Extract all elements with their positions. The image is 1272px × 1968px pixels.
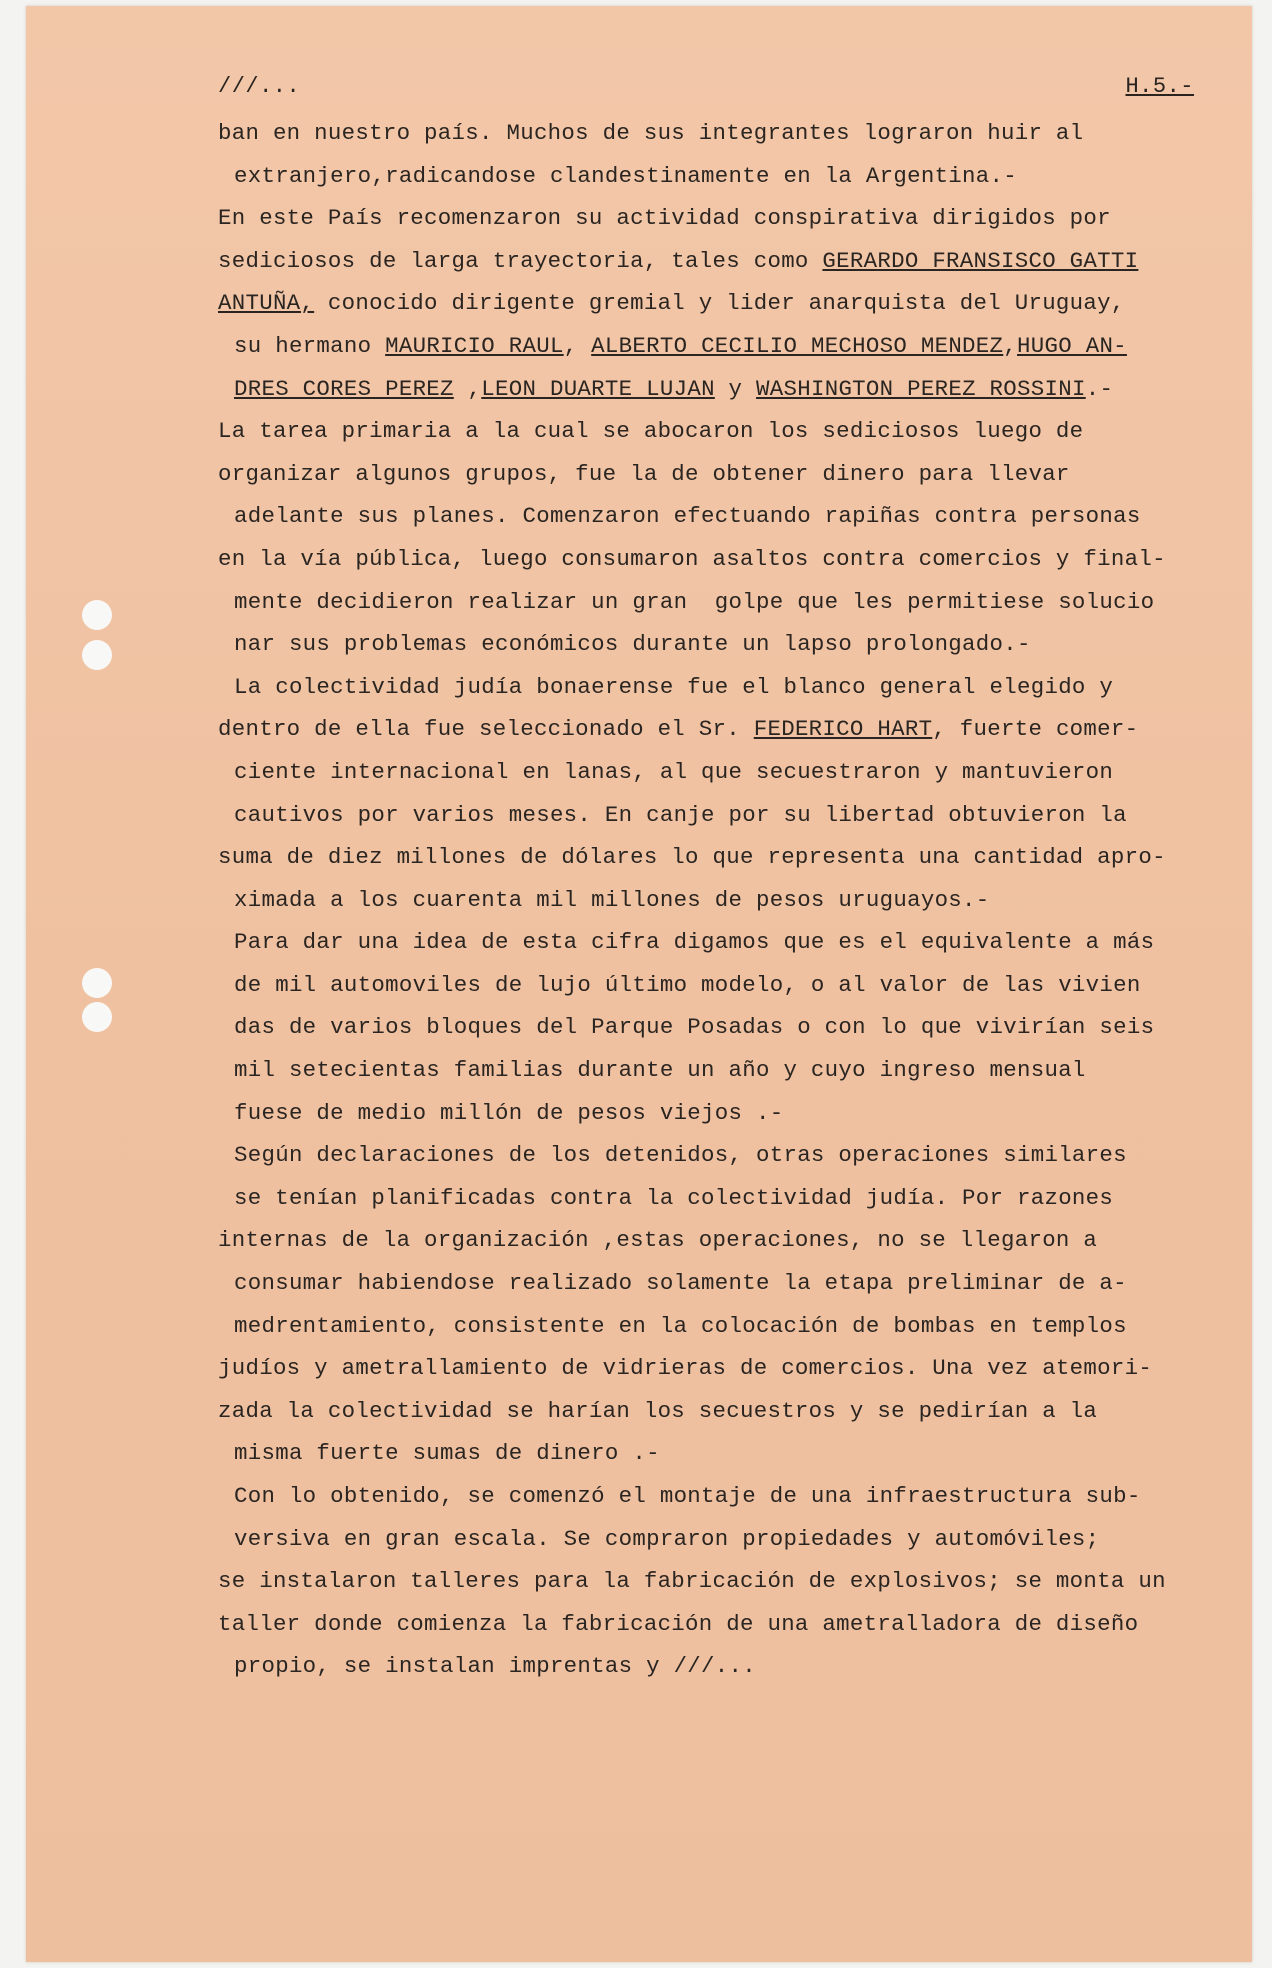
text-segment: mente decidieron realizar un gran golpe que les permitiese solucio bbox=[234, 588, 1155, 615]
text-line bbox=[218, 1219, 1228, 1262]
text-line bbox=[218, 155, 1228, 198]
text-segment: y bbox=[714, 375, 757, 402]
text-segment: ban en nuestro país. Muchos de sus integrantes lograron huir al bbox=[218, 120, 1084, 146]
text-segment: cautivos por varios meses. En canje por su libertad obtuvieron la bbox=[234, 801, 1127, 828]
text-line bbox=[218, 1347, 1228, 1390]
text-line bbox=[218, 282, 1228, 325]
text-segment: zada la colectividad se harían los secuestros y se pedirían a la bbox=[218, 1397, 1098, 1424]
text-segment: taller donde comienza la fabricación de una ametralladora de diseño bbox=[218, 1610, 1139, 1637]
text-segment: propio, se instalan imprentas y ///... bbox=[234, 1653, 756, 1680]
text-segment: judíos y ametrallamiento de vidrieras de comercios. Una vez atemori- bbox=[218, 1355, 1153, 1382]
text-segment: medrentamiento, consistente en la colocación de bombas en templos bbox=[234, 1312, 1127, 1339]
text-segment: se tenían planificadas contra la colectividad judía. Por razones bbox=[234, 1184, 1114, 1211]
text-segment: internas de la organización ,estas operaciones, no se llegaron a bbox=[218, 1227, 1098, 1254]
text-line bbox=[218, 538, 1228, 581]
text-segment: dentro de ella fue seleccionado el Sr. bbox=[218, 716, 754, 743]
text-line bbox=[218, 1603, 1228, 1646]
text-segment: Para dar una idea de esta cifra digamos que es el equivalente a más bbox=[234, 929, 1155, 956]
text-line bbox=[218, 1518, 1228, 1561]
text-line bbox=[218, 1432, 1228, 1475]
text-line bbox=[218, 495, 1228, 538]
text-segment: consumar habiendose realizado solamente la etapa preliminar de a- bbox=[234, 1270, 1127, 1297]
text-line bbox=[218, 112, 1228, 155]
text-segment: das de varios bloques del Parque Posadas o con lo que vivirían seis bbox=[234, 1014, 1155, 1041]
text-line bbox=[218, 1560, 1228, 1603]
text-line bbox=[218, 836, 1228, 879]
text-segment: adelante sus planes. Comenzaron efectuando rapiñas contra personas bbox=[234, 503, 1141, 530]
underlined-name: WASHINGTON PEREZ ROSSINI bbox=[756, 375, 1086, 402]
text-line bbox=[218, 921, 1228, 964]
underlined-name: DRES CORES PEREZ bbox=[234, 375, 454, 402]
text-segment: extranjero,radicandose clandestinamente en la Argentina.- bbox=[234, 162, 1017, 189]
text-line bbox=[218, 964, 1228, 1007]
text-segment: La tarea primaria a la cual se abocaron los sediciosos luego de bbox=[218, 418, 1084, 445]
text-segment: ciente internacional en lanas, al que secuestraron y mantuvieron bbox=[234, 758, 1114, 785]
text-segment: Con lo obtenido, se comenzó el montaje de una infraestructura sub- bbox=[234, 1483, 1141, 1509]
text-segment: ximada a los cuarenta mil millones de pesos uruguayos.- bbox=[234, 886, 990, 913]
text-line bbox=[218, 197, 1228, 240]
text-segment: sediciosos de larga trayectoria, tales como bbox=[218, 247, 823, 274]
text-segment: conocido dirigente gremial y lider anarquista del Uruguay, bbox=[314, 290, 1125, 317]
text-segment: .- bbox=[1085, 375, 1114, 402]
text-line bbox=[218, 666, 1228, 709]
text-line bbox=[218, 410, 1228, 453]
text-line bbox=[218, 708, 1228, 751]
text-line bbox=[218, 1262, 1228, 1305]
text-segment: mil setecientas familias durante un año y cuyo ingreso mensual bbox=[234, 1057, 1086, 1084]
punch-hole bbox=[82, 640, 112, 670]
page-number: H.5.- bbox=[1125, 74, 1194, 99]
text-line bbox=[218, 1092, 1228, 1135]
text-segment: versiva en gran escala. Se compraron propiedades y automóviles; bbox=[234, 1525, 1100, 1552]
text-line bbox=[218, 879, 1228, 922]
underlined-name: ALBERTO CECILIO MECHOSO MENDEZ bbox=[591, 332, 1004, 359]
underlined-name: MAURICIO RAUL bbox=[385, 332, 564, 359]
text-line bbox=[218, 1049, 1228, 1092]
text-segment: organizar algunos grupos, fue la de obtener dinero para llevar bbox=[218, 460, 1070, 487]
text-line bbox=[218, 1305, 1228, 1348]
text-line bbox=[218, 1177, 1228, 1220]
text-segment: de mil automoviles de lujo último modelo, o al valor de las vivien bbox=[234, 971, 1141, 998]
text-line bbox=[218, 325, 1228, 368]
text-line bbox=[218, 1645, 1228, 1688]
text-segment: En este País recomenzaron su actividad conspirativa dirigidos por bbox=[218, 205, 1111, 232]
text-segment: misma fuerte sumas de dinero .- bbox=[234, 1440, 660, 1467]
underlined-name: FEDERICO HART bbox=[753, 716, 933, 743]
underlined-name: LEON DUARTE LUJAN bbox=[481, 375, 715, 402]
text-line bbox=[218, 368, 1228, 411]
text-segment: La colectividad judía bonaerense fue el blanco general elegido y bbox=[234, 673, 1114, 700]
continuation-mark: ///... bbox=[218, 74, 301, 99]
text-line bbox=[218, 794, 1228, 837]
text-line bbox=[218, 623, 1228, 666]
text-segment: fuese de medio millón de pesos viejos .- bbox=[234, 1099, 784, 1126]
text-segment: su hermano bbox=[234, 332, 386, 359]
text-segment: Según declaraciones de los detenidos, otras operaciones similares bbox=[234, 1142, 1127, 1169]
text-line bbox=[218, 1134, 1228, 1177]
text-segment: en la vía pública, luego consumaron asaltos contra comercios y final- bbox=[218, 545, 1166, 572]
punch-hole bbox=[82, 1002, 112, 1032]
document-body bbox=[218, 112, 1228, 1688]
text-segment: , bbox=[563, 332, 592, 359]
text-line bbox=[218, 1475, 1228, 1518]
underlined-name: HUGO AN- bbox=[1017, 332, 1127, 359]
text-line bbox=[218, 453, 1228, 496]
text-line bbox=[218, 240, 1228, 283]
text-line bbox=[218, 751, 1228, 794]
text-segment: suma de diez millones de dólares lo que representa una cantidad apro- bbox=[218, 844, 1166, 871]
punch-hole bbox=[82, 968, 112, 998]
text-segment: , bbox=[1003, 332, 1018, 359]
text-line bbox=[218, 581, 1228, 624]
page-header bbox=[218, 74, 1194, 108]
text-line bbox=[218, 1390, 1228, 1433]
punch-hole bbox=[82, 600, 112, 630]
text-segment: , fuerte comer- bbox=[932, 716, 1139, 743]
underlined-name: ANTUÑA, bbox=[218, 290, 315, 317]
text-line bbox=[218, 1006, 1228, 1049]
text-segment: nar sus problemas económicos durante un lapso prolongado.- bbox=[234, 631, 1031, 658]
text-segment: , bbox=[453, 375, 482, 402]
underlined-name: GERARDO FRANSISCO GATTI bbox=[822, 247, 1139, 274]
text-segment: se instalaron talleres para la fabricación de explosivos; se monta un bbox=[218, 1568, 1166, 1595]
